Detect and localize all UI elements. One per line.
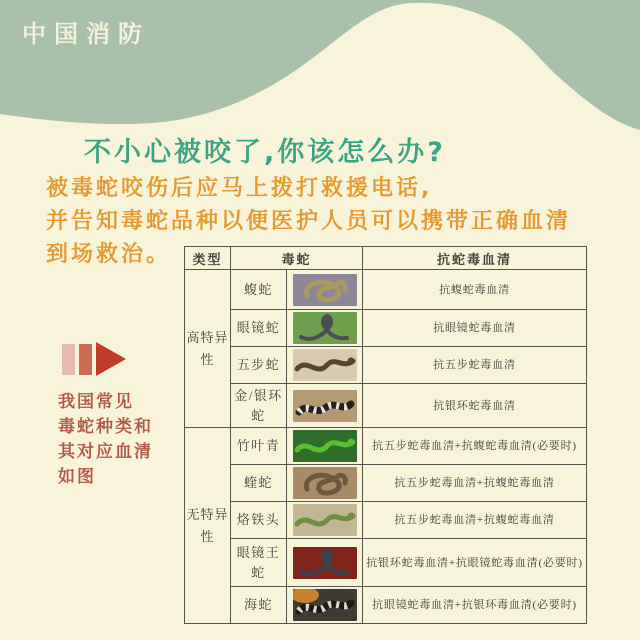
fast-forward-bar-mid [79,344,92,375]
pit-viper-photo-icon [287,270,363,310]
side-note-text [58,390,178,490]
antivenom-text: 抗银环蛇毒血清 [363,384,587,428]
header-type: 类型 [185,247,231,270]
table-row [185,587,587,624]
snake-name: 蝮蛇 [231,270,287,310]
side-annotation [58,342,178,490]
table-row [185,539,587,587]
snake-antivenom-table [184,246,587,624]
antivenom-text: 抗五步蛇毒血清+抗蝮蛇毒血清 [363,465,587,502]
header-snake: 毒蛇 [231,247,363,270]
bamboo-pit-viper-photo-icon [287,428,363,465]
five-pace-viper-photo-icon [287,347,363,384]
fast-forward-bar-light [62,344,75,375]
snake-name: 眼镜蛇 [231,310,287,347]
brand-logo-text: 中国消防 [22,20,150,48]
banded-krait-photo-icon [287,384,363,428]
snake-name: 蝰蛇 [231,465,287,502]
snake-name: 五步蛇 [231,347,287,384]
header-antivenom: 抗蛇毒血清 [363,247,587,270]
antivenom-text: 抗蝮蛇毒血清 [363,270,587,310]
table-group-label: 高特异性 [185,270,231,428]
table-row [185,270,587,310]
side-note-line-4: 如图 [58,467,96,487]
antivenom-text: 抗眼镜蛇毒血清+抗银环毒血清(必要时) [363,587,587,624]
fast-forward-triangle [96,342,126,376]
snake-name: 眼镜王蛇 [231,539,287,587]
antivenom-text: 抗五步蛇毒血清+抗蝮蛇毒血清(必要时) [363,428,587,465]
side-note-line-2: 毒蛇种类和 [58,417,153,437]
intro-line-2: 并告知毒蛇品种以便医护人员可以携带正确血清 [46,209,572,234]
king-cobra-photo-icon [287,539,363,587]
intro-line-1: 被毒蛇咬伤后应马上拨打救援电话, [46,176,433,201]
antivenom-text: 抗五步蛇毒血清 [363,347,587,384]
table-row [185,502,587,539]
table-row [185,347,587,384]
fast-forward-icon [62,342,178,376]
antivenom-text: 抗银环蛇毒血清+抗眼镜蛇毒血清(必要时) [363,539,587,587]
intro-line-3: 到场救治。 [46,242,172,267]
snake-name: 海蛇 [231,587,287,624]
viper-photo-icon [287,465,363,502]
snake-name: 竹叶青 [231,428,287,465]
snake-name: 金/银环蛇 [231,384,287,428]
side-note-line-3: 其对应血清 [58,442,153,462]
table-row [185,384,587,428]
antivenom-text: 抗眼镜蛇毒血清 [363,310,587,347]
habu-photo-icon [287,502,363,539]
page-title: 不小心被咬了,你该怎么办? [84,137,446,168]
side-note-line-1: 我国常见 [58,392,134,412]
antivenom-text: 抗五步蛇毒血清+抗蝮蛇毒血清 [363,502,587,539]
table-row [185,465,587,502]
table-row [185,310,587,347]
snake-name: 烙铁头 [231,502,287,539]
table-group-label: 无特异性 [185,428,231,624]
cobra-photo-icon [287,310,363,347]
table-row [185,428,587,465]
table-header-row [185,247,587,270]
sea-snake-photo-icon [287,587,363,624]
